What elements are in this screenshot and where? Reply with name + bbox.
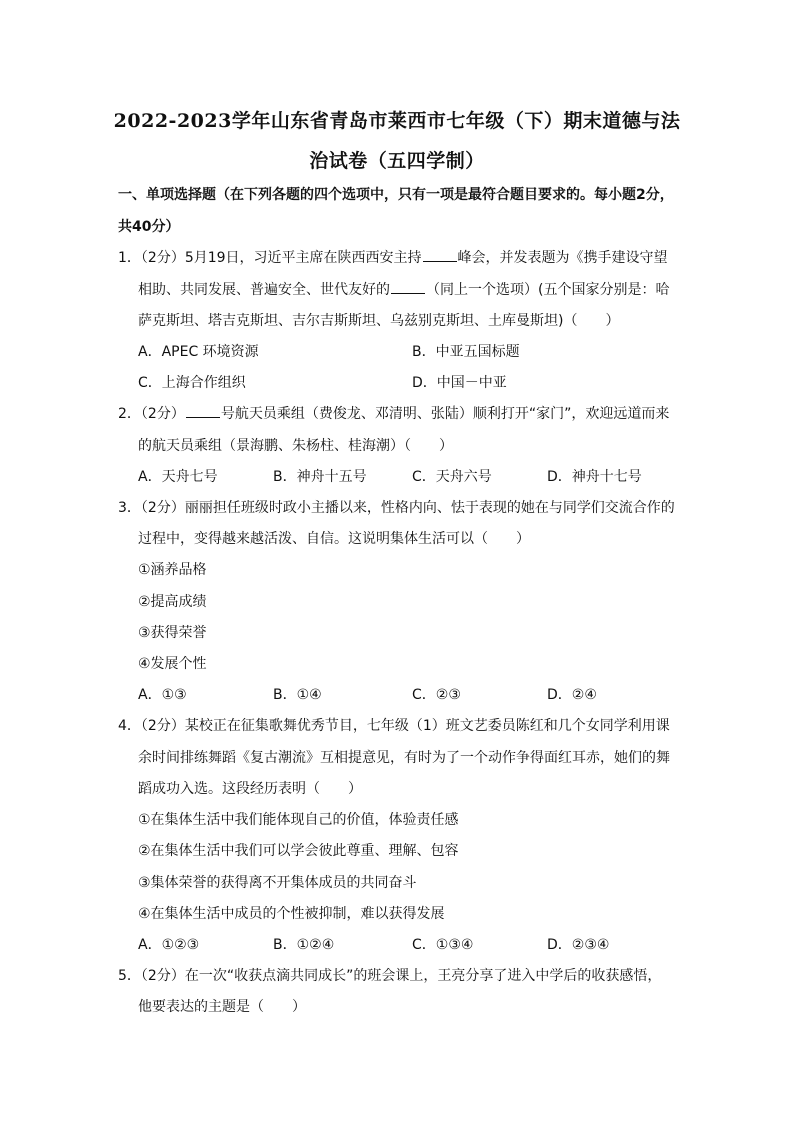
q3-item-1: ①涵养品格 (138, 562, 207, 578)
q2-line2: 的航天员乘组（景海鹏、朱杨柱、桂海潮）（ ） (138, 438, 453, 454)
q4-item-3: ③集体荣誉的获得离不开集体成员的共同奋斗 (138, 875, 417, 891)
q3-item-2: ②提高成绩 (138, 594, 207, 610)
q4-option-d[interactable]: D．②③④ (547, 937, 610, 953)
q3-item-4: ④发展个性 (138, 656, 207, 672)
q1-option-b[interactable]: B．中亚五国标题 (412, 344, 520, 360)
q4-line1: 4．（2分）某校正在征集歌舞优秀节目，七年级（1）班文艺委员陈红和几个女同学利用课 (118, 718, 670, 734)
q3-line2: 过程中，变得越来越活泼、自信。这说明集体生活可以（ ） (138, 531, 530, 547)
exam-title-line2: 治试卷（五四学制） (309, 150, 485, 172)
q2-option-d[interactable]: D．神舟十七号 (547, 469, 642, 485)
q4-item-1: ①在集体生活中我们能体现自己的价值，体验责任感 (138, 812, 459, 828)
section-heading-line2: 共40分） (118, 219, 180, 235)
q3-option-d[interactable]: D．②④ (547, 687, 597, 703)
q1-blank-2 (391, 281, 425, 294)
q1-text-1b: 峰会，并发表题为《携手建设守望 (457, 250, 668, 266)
q2-option-c[interactable]: C．天舟六号 (412, 469, 492, 485)
q1-text-2a: 相助、共同发展、普遍安全、世代友好的 (138, 282, 390, 298)
q3-line1: 3．（2分）丽丽担任班级时政小主播以来，性格内向、怯于表现的她在与同学们交流合作的 (118, 500, 675, 516)
q1-text-1a: 1．（2分）5月19日，习近平主席在陕西西安主持 (118, 250, 422, 266)
q1-line3: 萨克斯坦、塔吉克斯坦、吉尔吉斯斯坦、乌兹别克斯坦、土库曼斯坦)（ ） (138, 313, 620, 329)
q2-option-a[interactable]: A．天舟七号 (138, 469, 218, 485)
section-heading-line1: 一、单项选择题（在下列各题的四个选项中，只有一项是最符合题目要求的。每小题2分， (118, 187, 674, 203)
q1-text-2b: （同上一个选项）(五个国家分别是：哈 (426, 282, 670, 298)
q4-option-c[interactable]: C．①③④ (412, 937, 474, 953)
exam-title-line1: 2022-2023学年山东省青岛市莱西市七年级（下）期末道德与法 (113, 110, 681, 132)
q1-line2 (138, 281, 669, 299)
q1-line1 (118, 249, 668, 267)
q5-line1: 5．（2分）在一次“收获点滴共同成长”的班会课上，王亮分享了进入中学后的收获感悟， (118, 968, 662, 984)
q3-option-a[interactable]: A．①③ (138, 687, 187, 703)
q1-blank-1 (423, 249, 457, 262)
q1-option-c[interactable]: C．上海合作组织 (138, 375, 246, 391)
q1-option-d[interactable]: D．中国－中亚 (412, 375, 507, 391)
q2-blank (186, 405, 220, 418)
q4-option-b[interactable]: B．①②④ (273, 937, 335, 953)
q4-option-a[interactable]: A．①②③ (138, 937, 200, 953)
q2-text-1b: 号航天员乘组（费俊龙、邓清明、张陆）顺利打开“家门”，欢迎远道而来 (220, 406, 670, 422)
q3-option-b[interactable]: B．①④ (273, 687, 322, 703)
q4-line2: 余时间排练舞蹈《复古潮流》互相提意见，有时为了一个动作争得面红耳赤，她们的舞 (138, 750, 670, 766)
q2-line1 (118, 405, 669, 423)
q3-option-c[interactable]: C．②③ (412, 687, 461, 703)
q2-text-1a: 2．（2分） (118, 406, 185, 422)
q1-option-a[interactable]: A．APEC 环境资源 (138, 344, 259, 360)
q2-option-b[interactable]: B．神舟十五号 (273, 469, 367, 485)
q3-item-3: ③获得荣誉 (138, 625, 207, 641)
q4-item-4: ④在集体生活中成员的个性被抑制，难以获得发展 (138, 906, 445, 922)
q4-line3: 蹈成功入选。这段经历表明（ ） (138, 781, 362, 797)
q5-line2: 他要表达的主题是（ ） (138, 999, 306, 1015)
q4-item-2: ②在集体生活中我们可以学会彼此尊重、理解、包容 (138, 843, 459, 859)
